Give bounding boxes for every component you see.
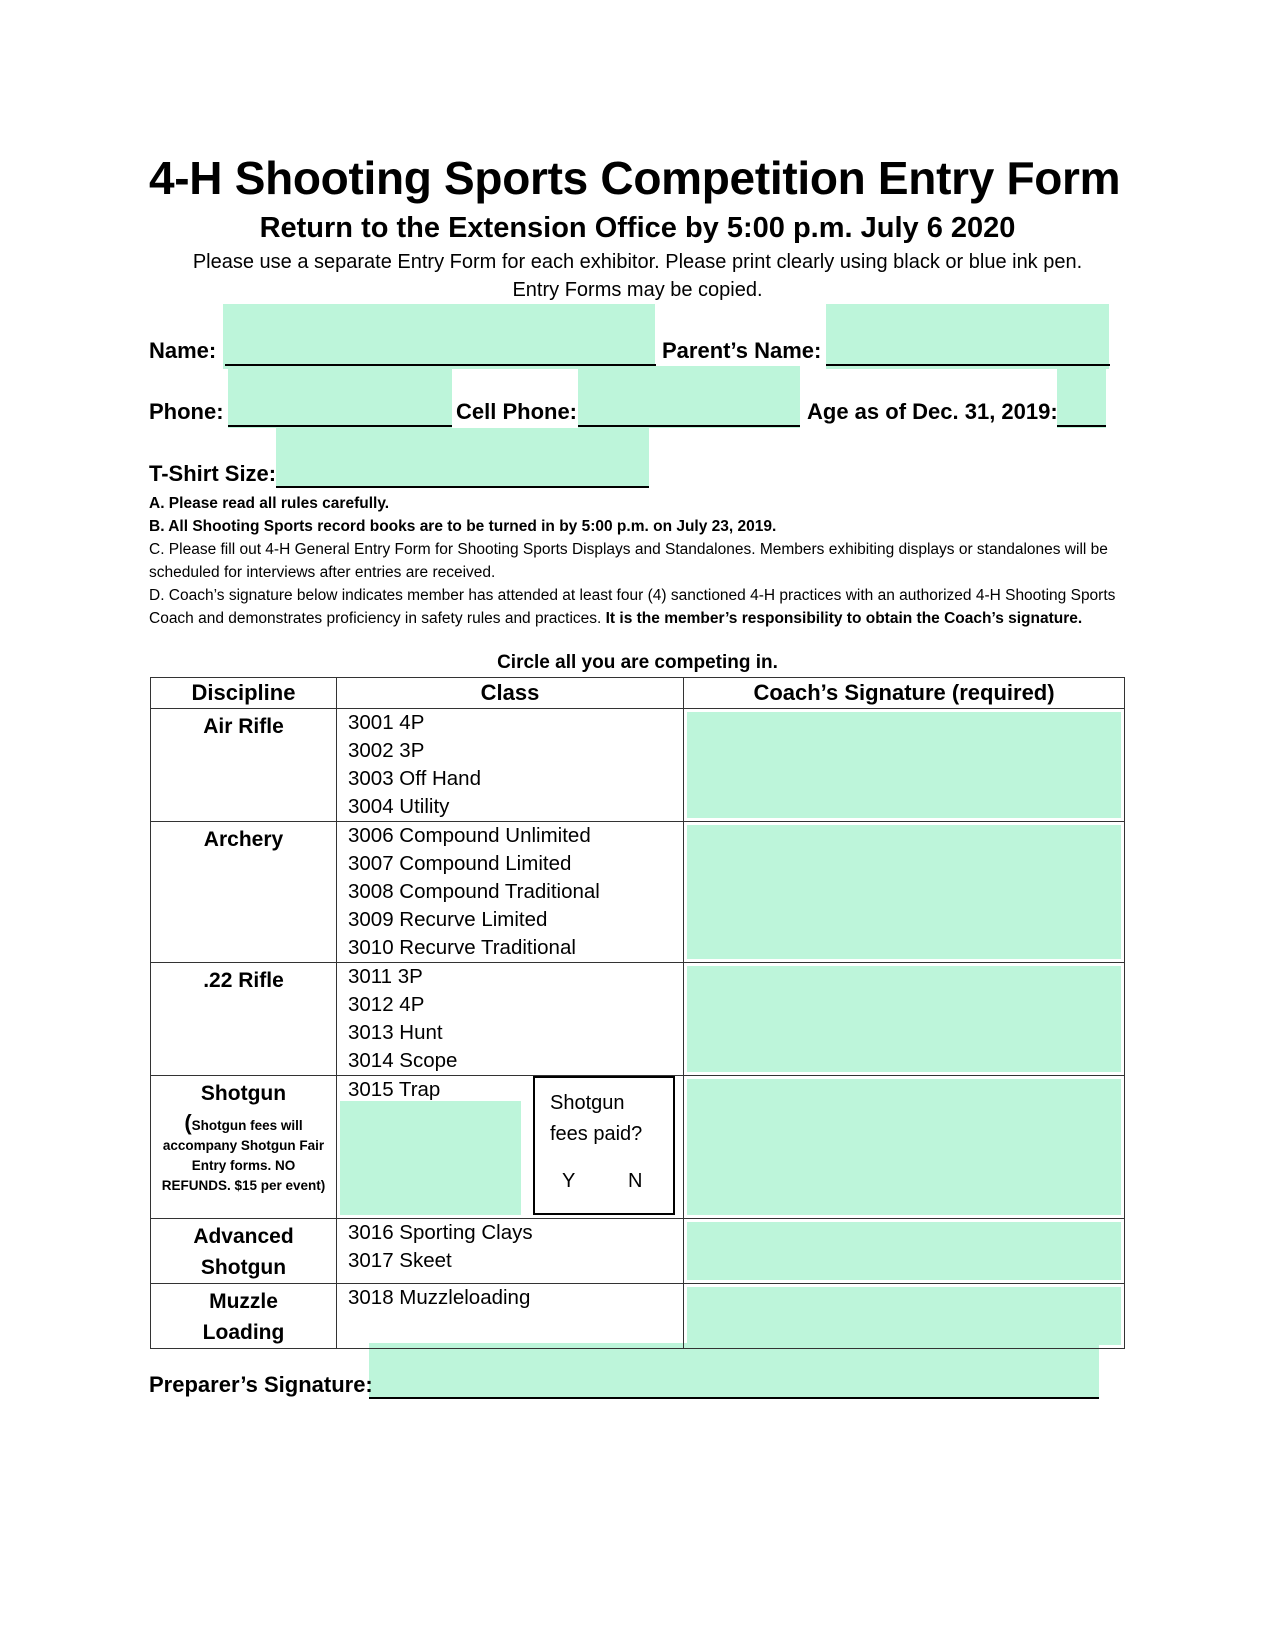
form-title: 4-H Shooting Sports Competition Entry Form [149,152,1121,204]
parent-name-label: Parent’s Name: [662,338,822,363]
discipline-muzzle-loading-line1: Muzzle [209,1290,278,1313]
fees-paid-yes[interactable]: Y [562,1170,576,1192]
note-d [149,584,1129,630]
class-list-shotgun [337,1076,684,1219]
note-c: C. Please fill out 4-H General Entry Form for Shooting Sports Displays and Standalones. Members exhibiting displays or standalones will be scheduled for interviews after entries are received. [149,541,1108,581]
class-option[interactable]: 3011 3P [348,965,423,988]
name-label: Name: [149,338,217,363]
header-discipline: Discipline [151,678,337,709]
phone-input[interactable] [228,366,452,428]
class-option[interactable]: 3003 Off Hand [348,767,481,790]
age-label: Age as of Dec. 31, 2019: [807,399,1058,424]
discipline-advanced-shotgun [151,1219,337,1284]
phone-underline [228,425,452,427]
preparer-signature-underline [369,1397,1099,1399]
header-coach-signature: Coach’s Signature (required) [684,678,1125,709]
tshirt-size-label: T-Shirt Size: [149,461,277,486]
note-a: A. Please read all rules carefully. [149,495,390,512]
class-option[interactable]: 3012 4P [348,993,425,1016]
age-underline [1057,425,1106,427]
parent-name-underline [826,364,1110,366]
coach-signature-muzzle-loading [684,1284,1125,1349]
rules-notes [149,492,1129,630]
coach-signature-22-rifle [684,963,1125,1076]
class-option[interactable]: 3017 Skeet [348,1249,452,1272]
coach-signature-field[interactable] [687,825,1121,959]
coach-signature-archery [684,822,1125,963]
coach-signature-shotgun [684,1076,1125,1219]
fees-paid-line2: fees paid? [550,1123,643,1145]
competition-table [150,677,1125,1349]
class-option[interactable]: 3015 Trap [348,1078,441,1101]
class-list-air-rifle [337,709,684,822]
table-header-row [151,678,1125,709]
class-option[interactable]: 3006 Compound Unlimited [348,824,591,847]
class-option[interactable]: 3009 Recurve Limited [348,908,548,931]
table-row-shotgun [151,1076,1125,1219]
header-class: Class [337,678,684,709]
preparer-signature-input[interactable] [369,1343,1099,1399]
class-option[interactable]: 3007 Compound Limited [348,852,572,875]
table-caption: Circle all you are competing in. [497,652,778,673]
cell-phone-input[interactable] [578,366,800,428]
fees-paid-no[interactable]: N [628,1170,643,1192]
class-option[interactable]: 3001 4P [348,711,425,734]
discipline-air-rifle: Air Rifle [151,709,337,822]
shotgun-fee-note-paren: ( [184,1110,192,1135]
instruction-line-2: Entry Forms may be copied. [512,279,763,301]
table-row-air-rifle [151,709,1125,822]
tshirt-size-underline [276,486,649,488]
class-option[interactable]: 3016 Sporting Clays [348,1221,533,1244]
discipline-muzzle-loading-line2: Loading [202,1321,285,1344]
parent-name-input[interactable] [826,304,1109,369]
coach-signature-air-rifle [684,709,1125,822]
table-row-advanced-shotgun [151,1219,1125,1284]
class-list-archery [337,822,684,963]
shotgun-extra-field[interactable] [340,1101,521,1215]
table-row-22-rifle [151,963,1125,1076]
shotgun-fee-note [151,1110,336,1196]
shotgun-fees-paid-box [533,1076,675,1215]
coach-signature-field[interactable] [687,966,1121,1072]
note-b: B. All Shooting Sports record books are to be turned in by 5:00 p.m. on July 23, 2019. [149,518,777,535]
class-option[interactable]: 3013 Hunt [348,1021,443,1044]
class-list-22-rifle [337,963,684,1076]
class-list-advanced-shotgun [337,1219,684,1284]
coach-signature-field[interactable] [687,1222,1121,1280]
coach-signature-field[interactable] [687,712,1121,818]
discipline-advanced-shotgun-line1: Advanced [193,1225,294,1248]
name-input[interactable] [223,304,655,369]
cell-phone-label: Cell Phone: [456,399,578,424]
class-option[interactable]: 3004 Utility [348,795,450,818]
coach-signature-field[interactable] [687,1287,1121,1345]
phone-label: Phone: [149,399,224,424]
discipline-archery: Archery [151,822,337,963]
class-option[interactable]: 3002 3P [348,739,425,762]
note-d-text: D. Coach’s signature below indicates member has attended at least four (4) sanctioned 4-H practices with an authorized 4-H Shooting Sports Coach and demonstrates proficiency in safety rules and practices. [149,587,1116,627]
shotgun-fee-note-text: Shotgun fees will accompany Shotgun Fair Entry forms. NO REFUNDS. $15 per event) [161,1118,326,1193]
class-option[interactable]: 3018 Muzzleloading [348,1286,531,1309]
coach-signature-field[interactable] [687,1079,1121,1215]
name-underline [225,364,656,366]
preparer-signature-label: Preparer’s Signature: [149,1372,373,1397]
fees-paid-options [550,1166,673,1197]
discipline-muzzle-loading [151,1284,337,1349]
coach-signature-advanced-shotgun [684,1219,1125,1284]
discipline-22-rifle: .22 Rifle [151,963,337,1076]
class-list-muzzle-loading [337,1284,684,1349]
return-deadline: Return to the Extension Office by 5:00 p.m. July 6 2020 [259,212,1016,244]
cell-phone-underline [578,425,800,427]
note-d-emphasis: It is the member’s responsibility to obtain the Coach’s signature. [605,610,1083,627]
discipline-shotgun-label: Shotgun [200,1082,287,1105]
discipline-advanced-shotgun-line2: Shotgun [200,1256,287,1279]
instruction-line-1: Please use a separate Entry Form for each exhibitor. Please print clearly using black or blue ink pen. [192,251,1083,273]
fees-paid-line1: Shotgun [550,1092,625,1114]
class-option[interactable]: 3008 Compound Traditional [348,880,600,903]
discipline-shotgun [151,1076,337,1219]
class-option[interactable]: 3010 Recurve Traditional [348,936,576,959]
age-input[interactable] [1057,366,1106,428]
tshirt-size-input[interactable] [276,428,649,487]
class-option[interactable]: 3014 Scope [348,1049,458,1072]
table-row-muzzle-loading [151,1284,1125,1349]
table-row-archery [151,822,1125,963]
